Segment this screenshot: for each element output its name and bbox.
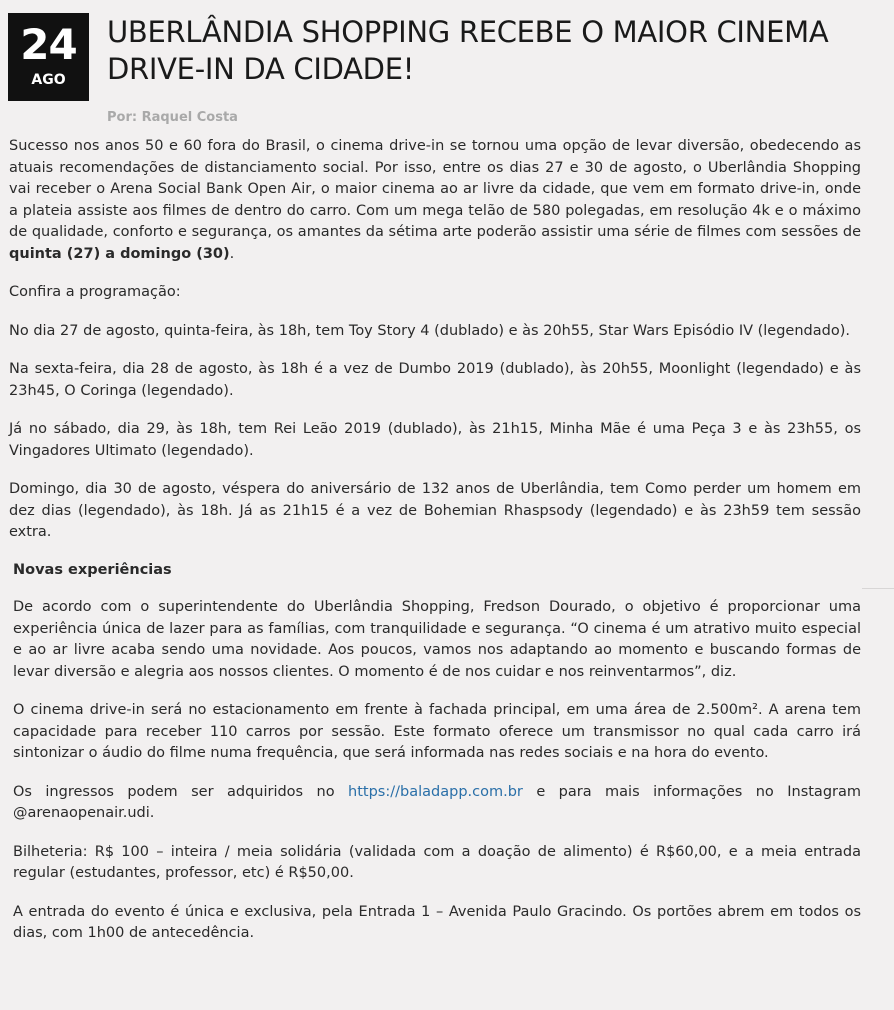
baladapp-link[interactable]: https://baladapp.com.br <box>348 783 523 800</box>
tickets-paragraph <box>13 782 861 825</box>
tickets-text-after: e para mais informações no Instagram @arenaopenair.udi. <box>13 783 861 821</box>
intro-end: . <box>229 245 235 262</box>
schedule-day-30: Domingo, dia 30 de agosto, véspera do aniversário de 132 anos de Uberlândia, tem Como perder um homem em dez dias (legendado), às 18h. Já as 21h15 é a vez de Bohemian Rhaspsody (legendado) e às 23h59 tem sessão extra. <box>9 481 861 540</box>
schedule-intro: Confira a programação: <box>9 284 181 300</box>
schedule-day-27: No dia 27 de agosto, quinta-feira, às 18h, tem Toy Story 4 (dublado) e às 20h55, Star Wars Episódio IV (legendado). <box>9 322 850 339</box>
date-day: 24 <box>20 20 77 69</box>
intro-text: Sucesso nos anos 50 e 60 fora do Brasil, o cinema drive-in se tornou uma opção de levar diversão, obedecendo as atuais recomendações de distanciamento social. Por isso, entre os dias 27 e 30 de agosto, o Uberlândia Shopping vai receber o Arena Social Bank Open Air, o maior cinema ao ar livre da cidade, que vem em formato drive-in, onde a plateia assiste aos filmes de dentro do carro. Com um mega telão de 580 polegadas, em resolução 4k e o máximo de qualidade, conforto e segurança, os amantes da sétima arte poderão assistir uma série de filmes com sessões de <box>9 138 861 240</box>
section-paragraph-2: O cinema drive-in será no estacionamento em frente à fachada principal, em uma área de 2.500m². A arena tem capacidade para receber 110 carros por sessão. Este formato oferece um transmissor no qual cada carro irá sintonizar o áudio do filme numa frequência, que será informada nas redes sociais e na hora do evento. <box>13 702 861 761</box>
intro-bold-dates: quinta (27) a domingo (30) <box>9 245 230 262</box>
box-office-paragraph: Bilheteria: R$ 100 – inteira / meia solidária (validada com a doação de alimento) é R$60,00, e a meia entrada regular (estudantes, professor, etc) é R$50,00. <box>13 843 861 881</box>
schedule-day-29: Já no sábado, dia 29, às 18h, tem Rei Leão 2019 (dublado), às 21h15, Minha Mãe é uma Peça 3 e às 23h55, os Vingadores Ultimato (legendado). <box>9 421 861 459</box>
section-title: Novas experiências <box>13 561 172 578</box>
date-month: AGO <box>31 72 66 88</box>
edge-divider <box>862 588 894 589</box>
section-content <box>9 597 861 945</box>
schedule-day-28: Na sexta-feira, dia 28 de agosto, às 18h é a vez de Dumbo 2019 (dublado), às 20h55, Moonlight (legendado) e às 23h45, O Coringa (legendado). <box>9 361 861 399</box>
section-paragraph-1: De acordo com o superintendente do Uberlândia Shopping, Fredson Dourado, o objetivo é proporcionar uma experiência única de lazer para as famílias, com tranquilidade e segurança. “O cinema é um atrativo muito especial e ao ar livre acaba sendo uma novidade. Aos poucos, vamos nos adaptando ao momento e buscando formas de levar diversão e alegria aos nossos clientes. O momento é de nos cuidar e nos reinventarmos”, diz. <box>13 599 861 680</box>
date-badge <box>8 13 89 101</box>
article-author: Por: Raquel Costa <box>107 110 238 125</box>
entrance-paragraph: A entrada do evento é única e exclusiva, pela Entrada 1 – Avenida Paulo Gracindo. Os portões abrem em todos os dias, com 1h00 de antecedência. <box>13 903 861 941</box>
tickets-text-before: Os ingressos podem ser adquiridos no <box>13 783 349 800</box>
article-title: UBERLÂNDIA SHOPPING RECEBE O MAIOR CINEMA DRIVE-IN DA CIDADE! <box>107 15 829 86</box>
article-body <box>9 136 861 962</box>
intro-paragraph <box>9 136 861 265</box>
